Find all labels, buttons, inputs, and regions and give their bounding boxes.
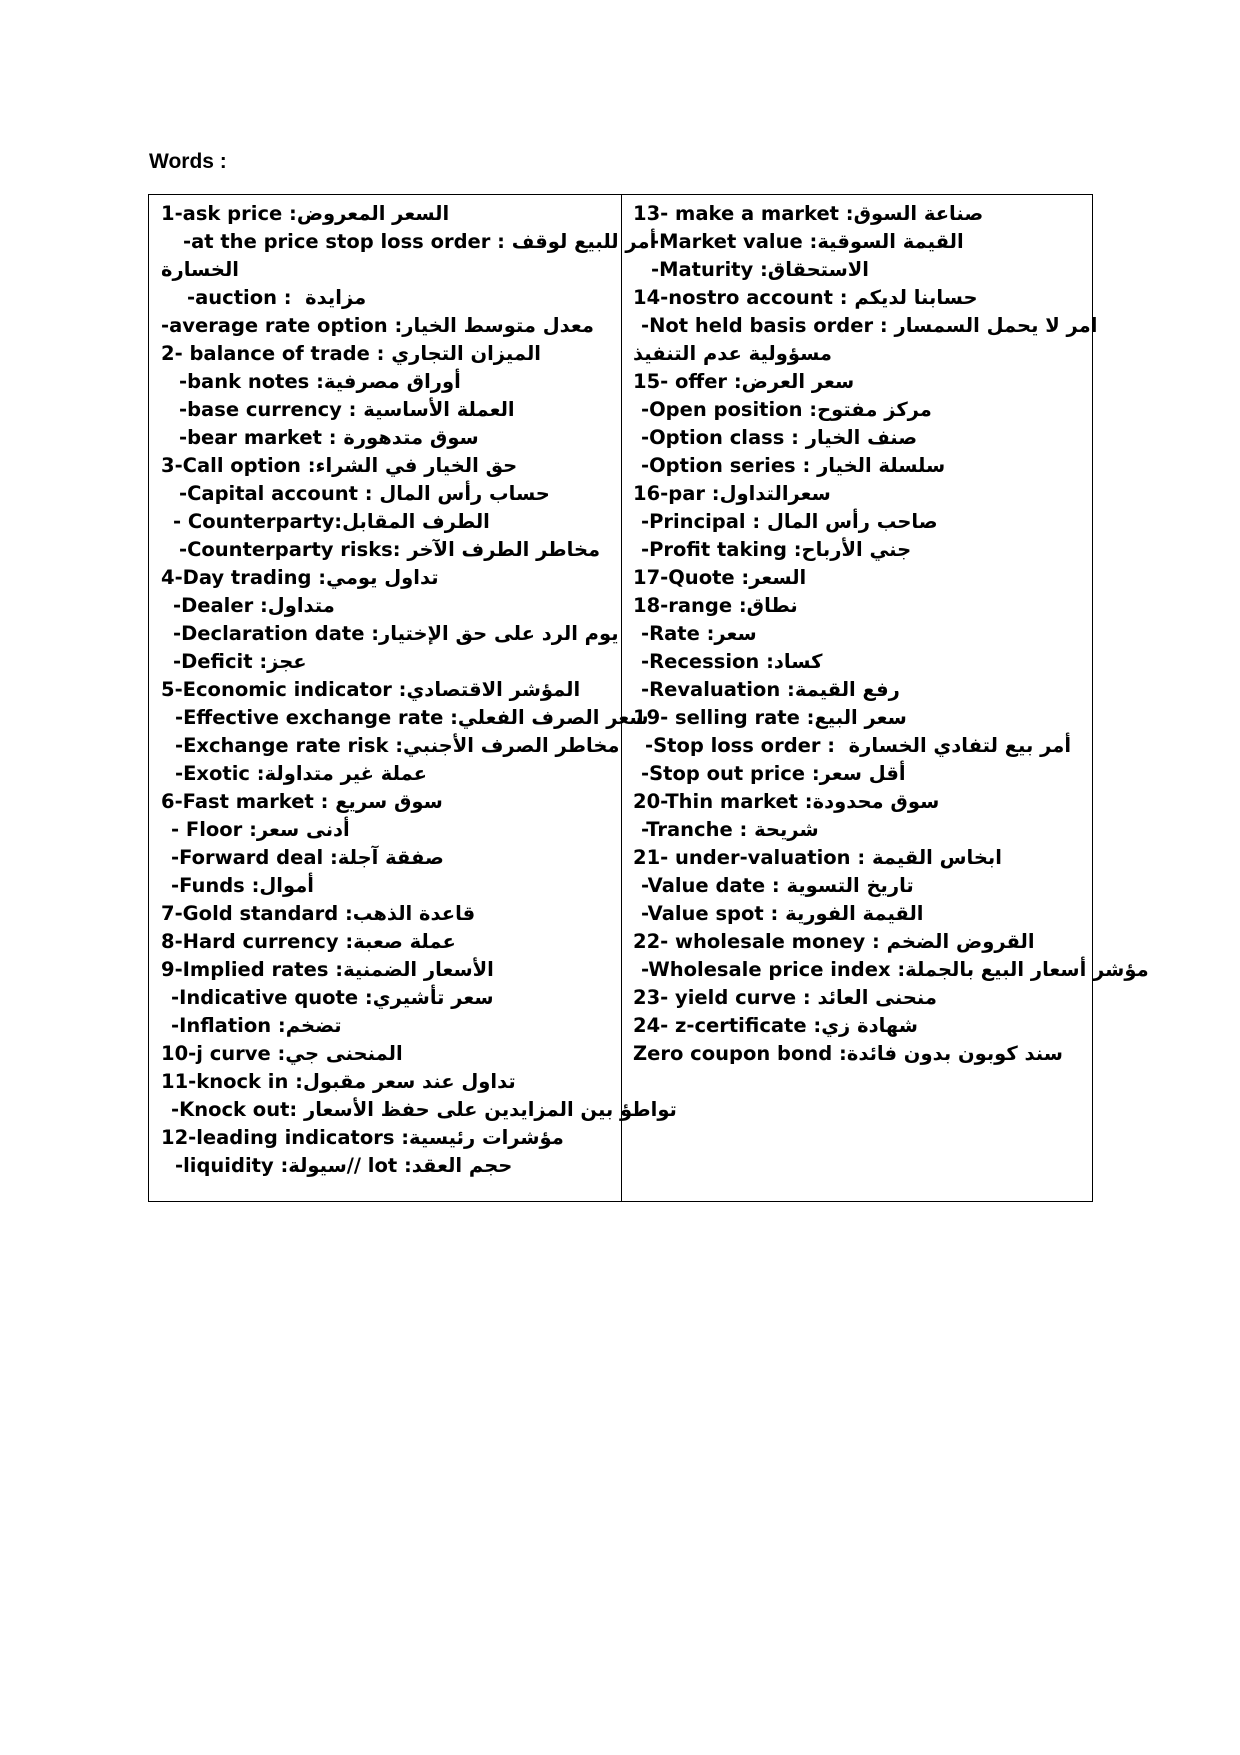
entry-term: -Exotic [175, 762, 250, 785]
entry-term: -Tranche [641, 818, 733, 841]
entry-separator: : [806, 1014, 822, 1037]
entry-term: -Deficit [173, 650, 253, 673]
entry-separator: : [276, 286, 306, 309]
entry-arabic-translation: أموال [259, 874, 314, 897]
entry-separator: : [780, 678, 795, 701]
entry-term: -Stop out price [641, 762, 806, 785]
entry-arabic-translation: حسابنا لديكم [854, 286, 978, 309]
glossary-entry [161, 732, 620, 760]
entry-arabic-translation: سوق محدودة [812, 790, 940, 813]
glossary-entry [161, 1012, 611, 1040]
entry-term: 23- yield curve [633, 986, 797, 1009]
glossary-entry [633, 1040, 1083, 1068]
glossary-entry [161, 956, 611, 984]
entry-arabic-translation: سعر [714, 622, 757, 645]
entry-term: -Indicative quote [171, 986, 359, 1009]
glossary-entry [161, 228, 657, 256]
entry-term: -Open position [641, 398, 803, 421]
entry-term: -base currency [179, 398, 342, 421]
glossary-entry [633, 872, 1083, 900]
entry-separator: : [338, 930, 354, 953]
entry-separator: : [394, 1126, 410, 1149]
entry-arabic-translation: متداول [267, 594, 335, 617]
glossary-entry [161, 508, 611, 536]
entry-arabic-translation: القيمة الفورية [785, 902, 924, 925]
entry-term: -Revaluation [641, 678, 781, 701]
entry-arabic-translation: مزايدة [305, 286, 367, 309]
glossary-entry [161, 480, 611, 508]
entry-arabic-translation: مركز مفتوح [817, 398, 932, 421]
entry-arabic-translation: تداول عند سعر مقبول [302, 1070, 516, 1093]
entry-arabic-translation: سعرالتداول [719, 482, 831, 505]
glossary-entry [633, 816, 1083, 844]
entry-separator: : [833, 286, 855, 309]
entry-term: 18-range [633, 594, 733, 617]
entry-term: 19- selling rate [633, 706, 800, 729]
entry-separator: : [341, 398, 364, 421]
entry-arabic-translation: الخسارة [161, 258, 239, 281]
glossary-entry [633, 200, 1083, 228]
glossary-entry [161, 620, 619, 648]
entry-term: -liquidity :سيولة// lot [175, 1154, 398, 1177]
glossary-entry [161, 396, 611, 424]
entry-separator: : [321, 426, 344, 449]
glossary-entry [633, 312, 1098, 340]
entry-arabic-translation: حق الخيار في الشراء [315, 454, 518, 477]
glossary-entry [161, 536, 611, 564]
glossary-entry [161, 1124, 611, 1152]
entry-term: 7-Gold standard [161, 902, 339, 925]
glossary-entry [633, 452, 1083, 480]
entry-term: - Floor [171, 818, 243, 841]
entry-separator: : [865, 930, 887, 953]
entry-arabic-translation: أمر بيع لتفادي الخسارة [848, 734, 1072, 757]
entry-arabic-translation: ابخاس القيمة [871, 846, 1002, 869]
entry-separator: : [397, 1154, 412, 1177]
entry-term: - Counterparty [173, 510, 335, 533]
glossary-entry [633, 676, 1083, 704]
entry-separator: : [242, 818, 257, 841]
entry-arabic-translation: المؤشر الاقتصادي [406, 678, 581, 701]
entry-separator: : [784, 426, 806, 449]
entry-term: 12-leading indicators [161, 1126, 395, 1149]
entry-arabic-translation: جني الأرباح [801, 538, 912, 561]
entry-term: 20-Thin market [633, 790, 798, 813]
entry-term: 10-j curve [161, 1042, 271, 1065]
glossary-table [148, 194, 1149, 1202]
entry-arabic-translation: أدنى سعر [256, 818, 350, 841]
glossary-entry [161, 984, 611, 1012]
entry-arabic-translation: السعر [749, 566, 807, 589]
glossary-entry [633, 256, 1083, 284]
entry-separator: : [820, 734, 849, 757]
entry-arabic-translation: تداول يومي [326, 566, 439, 589]
entry-separator: : [798, 790, 813, 813]
entry-arabic-translation: سعر العرض [741, 370, 855, 393]
entry-separator: : [364, 622, 380, 645]
entry-arabic-translation: الميزان التجاري [391, 342, 541, 365]
entry-term: -Funds [171, 874, 245, 897]
entry-term: -Exchange rate risk [175, 734, 389, 757]
entry-arabic-translation: مسؤولية عدم التنفيذ [633, 342, 833, 365]
entry-arabic-translation: حجم العقد [411, 1154, 513, 1177]
entry-arabic-translation: رفع القيمة [794, 678, 900, 701]
glossary-entry [161, 256, 611, 284]
entry-term: -Forward deal [171, 846, 324, 869]
entry-separator: : [282, 202, 297, 225]
glossary-entry [633, 424, 1083, 452]
entry-separator: : [732, 594, 747, 617]
glossary-entry [161, 424, 611, 452]
entry-arabic-translation: عملة غير متداولة [264, 762, 427, 785]
entry-term: 8-Hard currency [161, 930, 339, 953]
entry-term: -Dealer [173, 594, 254, 617]
glossary-entry [633, 704, 1083, 732]
glossary-entry [633, 760, 1083, 788]
entry-separator: : [805, 762, 820, 785]
glossary-entry [633, 396, 1083, 424]
entry-arabic-translation: شهادة زي [821, 1014, 918, 1037]
glossary-entry [633, 536, 1083, 564]
entry-arabic-translation: سلسلة الخيار [817, 454, 946, 477]
glossary-entry [161, 1152, 611, 1180]
entry-separator: : [289, 1098, 304, 1121]
entry-arabic-translation: الاستحقاق [767, 258, 869, 281]
entry-term: -Declaration date [173, 622, 365, 645]
entry-term: -average rate option [161, 314, 388, 337]
entry-separator: : [763, 902, 786, 925]
entry-term: -Value date [641, 874, 766, 897]
entry-arabic-translation: سعر البيع [814, 706, 907, 729]
entry-arabic-translation: الطرف المقابل [342, 510, 490, 533]
entry-term: Zero coupon bond [633, 1042, 833, 1065]
entry-term: 2- balance of trade [161, 342, 370, 365]
entry-separator: : [802, 230, 818, 253]
entry-separator: : [313, 790, 336, 813]
entry-separator: : [795, 454, 818, 477]
glossary-entry [161, 928, 611, 956]
glossary-entry [161, 340, 611, 368]
entry-arabic-translation: عجز [267, 650, 307, 673]
entry-separator: : [765, 874, 787, 897]
entry-separator: : [890, 958, 906, 981]
entry-separator: : [759, 650, 774, 673]
glossary-entry [633, 368, 1083, 396]
entry-separator: : [300, 454, 316, 477]
entry-term: -Counterparty risks [179, 538, 393, 561]
entry-term: -Profit taking [641, 538, 787, 561]
glossary-entry [633, 732, 1083, 760]
glossary-entry [633, 956, 1149, 984]
entry-separator: : [802, 398, 818, 421]
glossary-entry [633, 648, 1083, 676]
glossary-entry [633, 620, 1083, 648]
entry-separator: : [732, 818, 755, 841]
entry-arabic-translation: شريحة [754, 818, 819, 841]
entry-term: 21- under-valuation [633, 846, 851, 869]
glossary-entry [161, 1068, 611, 1096]
entry-separator: : [249, 762, 265, 785]
entry-term: -Wholesale price index [641, 958, 891, 981]
glossary-entry [633, 1012, 1083, 1040]
glossary-entry [633, 508, 1083, 536]
entry-arabic-translation: سند كوبون بدون فائدة [846, 1042, 1063, 1065]
entry-term: 22- wholesale money [633, 930, 866, 953]
glossary-entry [161, 312, 611, 340]
glossary-entry [633, 928, 1083, 956]
glossary-entry [633, 480, 1083, 508]
entry-separator: : [338, 902, 353, 925]
entry-arabic-translation: تواطؤ بين المزايدين على حفظ الأسعار [304, 1098, 677, 1121]
entry-arabic-translation: تاريخ التسوية [786, 874, 914, 897]
entry-arabic-translation: المنحنى جي [285, 1042, 403, 1065]
entry-arabic-translation: تضخم [285, 1014, 342, 1037]
entry-term: 4-Day trading [161, 566, 312, 589]
entry-arabic-translation: القيمة السوقية [817, 230, 964, 253]
entry-term: -Value spot [641, 902, 764, 925]
entry-separator: : [357, 482, 380, 505]
glossary-entry [633, 340, 1083, 368]
entry-arabic-translation: مؤشر أسعار البيع بالجملة [905, 958, 1149, 981]
entry-arabic-translation: أوراق مصرفية [323, 370, 461, 393]
entry-term: -Option series [641, 454, 796, 477]
entry-term: -Market value [651, 230, 803, 253]
entry-arabic-translation: يوم الرد على حق الإختيار [379, 622, 619, 645]
entry-term: 9-Implied rates [161, 958, 329, 981]
entry-term: 1-ask price [161, 202, 283, 225]
entry-separator: : [873, 314, 895, 337]
entry-separator: : [358, 986, 373, 1009]
entry-separator: : [699, 622, 715, 645]
entry-separator: : [850, 846, 872, 869]
entry-arabic-translation: منحنى العائد [817, 986, 937, 1009]
glossary-entry [161, 452, 611, 480]
entry-term: -Effective exchange rate [175, 706, 444, 729]
entry-separator: : [727, 370, 742, 393]
glossary-entry [161, 704, 649, 732]
entry-arabic-translation: نطاق [746, 594, 798, 617]
entry-term: 3-Call option [161, 454, 301, 477]
entry-arabic-translation: قاعدة الذهب [352, 902, 476, 925]
entry-arabic-translation: صناعة السوق [853, 202, 984, 225]
glossary-entry [161, 788, 611, 816]
entry-separator: : [786, 538, 802, 561]
glossary-entry [161, 564, 611, 592]
entry-separator: : [311, 566, 327, 589]
entry-separator: : [270, 1042, 286, 1065]
entry-term: -bank notes [179, 370, 310, 393]
entry-separator: : [288, 1070, 303, 1093]
glossary-entry [633, 228, 1083, 256]
entry-separator: : [839, 202, 854, 225]
entry-separator: : [309, 370, 324, 393]
glossary-entry [633, 788, 1083, 816]
glossary-entry [161, 592, 611, 620]
entry-arabic-translation: كساد [773, 650, 823, 673]
glossary-entry [161, 200, 611, 228]
entry-term: -at the price stop loss order [183, 230, 491, 253]
entry-separator: : [832, 1042, 847, 1065]
entry-separator: : [796, 986, 818, 1009]
glossary-entry [161, 1096, 677, 1124]
entry-term: 15- offer [633, 370, 728, 393]
entry-separator: : [391, 678, 407, 701]
entry-term: -Maturity [651, 258, 754, 281]
entry-separator: : [704, 482, 720, 505]
glossary-entry [633, 592, 1083, 620]
entry-arabic-translation: امر لا يحمل السمسار [894, 314, 1098, 337]
entry-term: -Stop loss order [645, 734, 821, 757]
glossary-entry [161, 816, 611, 844]
page-title: Words : [149, 150, 227, 173]
entry-arabic-translation: حساب رأس المال [379, 482, 550, 505]
entry-term: -Principal [641, 510, 746, 533]
glossary-entry [633, 900, 1083, 928]
entry-arabic-translation: صاحب رأس المال [767, 510, 938, 533]
glossary-entry [161, 284, 611, 312]
entry-separator: : [388, 734, 404, 757]
entry-term: -auction [187, 286, 277, 309]
entry-term: -Knock out [171, 1098, 290, 1121]
glossary-entry [633, 564, 1083, 592]
entry-separator: : [745, 510, 768, 533]
entry-arabic-translation: مخاطر الطرف الآخر [407, 538, 601, 561]
entry-separator: : [271, 1014, 286, 1037]
entry-separator: : [334, 510, 343, 533]
entry-separator: : [387, 314, 403, 337]
glossary-column-right [633, 200, 1149, 1068]
entry-term: 6-Fast market [161, 790, 314, 813]
entry-term: -bear market [179, 426, 322, 449]
entry-separator: : [734, 566, 750, 589]
glossary-entry [161, 844, 611, 872]
entry-arabic-translation: مؤشرات رئيسية [409, 1126, 564, 1149]
entry-separator: : [252, 650, 268, 673]
entry-separator: : [490, 230, 512, 253]
glossary-entry [161, 648, 611, 676]
entry-term: -Inflation [171, 1014, 272, 1037]
entry-arabic-translation: الأسعار الضمنية [343, 958, 494, 981]
glossary-entry [633, 284, 1083, 312]
entry-term: -Option class [641, 426, 785, 449]
entry-term: 24- z-certificate [633, 1014, 807, 1037]
entry-term: 14-nostro account [633, 286, 833, 309]
entry-arabic-translation: سوق سريع [335, 790, 443, 813]
glossary-entry [633, 984, 1083, 1012]
entry-term: -Rate [641, 622, 700, 645]
entry-term: -Capital account [179, 482, 358, 505]
entry-arabic-translation: أمر للبيع لوقف [511, 230, 657, 253]
entry-arabic-translation: معدل متوسط الخيار [402, 314, 595, 337]
entry-term: 16-par [633, 482, 705, 505]
glossary-entry [161, 900, 611, 928]
entry-separator: : [392, 538, 408, 561]
entry-separator: : [753, 258, 768, 281]
entry-arabic-translation: السعر المعروض [296, 202, 450, 225]
entry-arabic-translation: مخاطر الصرف الأجنبي [403, 734, 620, 757]
entry-term: 17-Quote [633, 566, 735, 589]
entry-arabic-translation: القروض الضخم [886, 930, 1035, 953]
entry-term: 13- make a market [633, 202, 839, 225]
glossary-entry [161, 760, 611, 788]
entry-separator: : [443, 706, 458, 729]
entry-term: -Not held basis order [641, 314, 874, 337]
entry-term: 5-Economic indicator [161, 678, 392, 701]
entry-arabic-translation: سوق متدهورة [343, 426, 479, 449]
entry-separator: : [323, 846, 338, 869]
entry-arabic-translation: صفقة آجلة [337, 846, 444, 869]
glossary-entry [161, 368, 611, 396]
entry-arabic-translation: عملة صعبة [353, 930, 456, 953]
entry-arabic-translation: سعر تأشيري [372, 986, 494, 1009]
glossary-entry [161, 1040, 611, 1068]
entry-arabic-translation: صنف الخيار [805, 426, 918, 449]
column-divider [621, 195, 622, 1201]
entry-arabic-translation: العملة الأساسية [363, 398, 515, 421]
entry-term: -Recession [641, 650, 760, 673]
glossary-entry [161, 872, 611, 900]
entry-separator: : [244, 874, 260, 897]
entry-separator: : [369, 342, 392, 365]
entry-term: 11-knock in [161, 1070, 289, 1093]
entry-separator: : [253, 594, 268, 617]
entry-separator: : [799, 706, 815, 729]
glossary-entry [633, 844, 1083, 872]
entry-arabic-translation: أقل سعر [819, 762, 906, 785]
entry-separator: : [328, 958, 344, 981]
entry-arabic-translation: سعر الصرف الفعلي [457, 706, 649, 729]
glossary-entry [161, 676, 611, 704]
